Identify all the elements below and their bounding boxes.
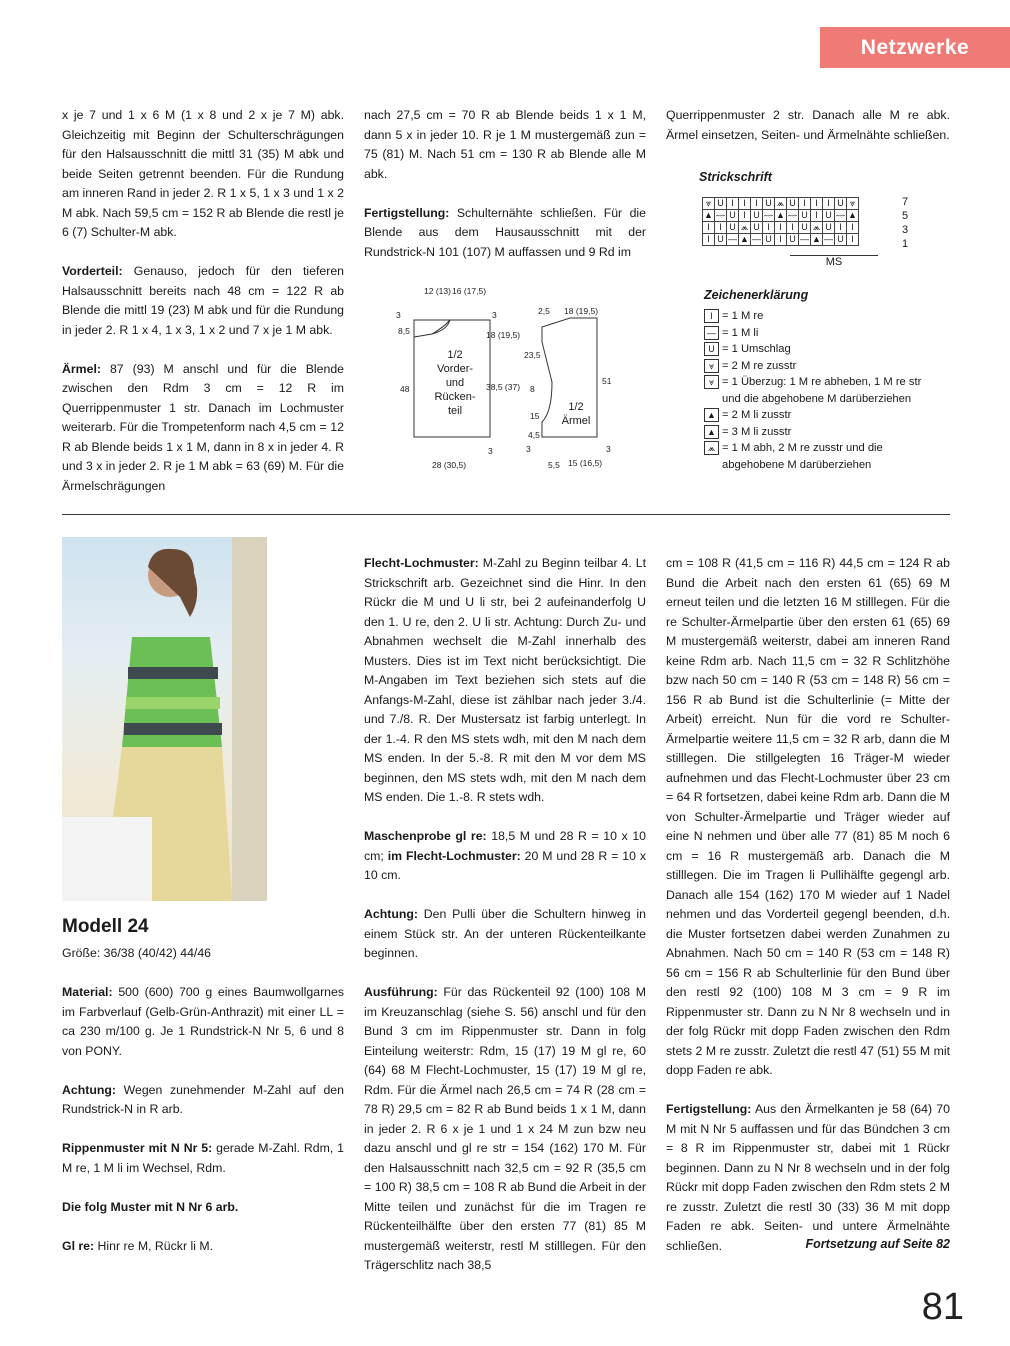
paragraph: Querrippenmuster 2 str. Danach alle M re abk. Ärmel einsetzen, Seiten- und Ärmelnähte schließen. [666, 108, 950, 142]
yarn-over-icon: U [704, 342, 719, 356]
dim-label: 3 [492, 310, 497, 320]
top-column-1 [62, 106, 344, 516]
dim-label: 18 (19,5) [486, 330, 521, 340]
model-photo [62, 537, 267, 901]
dim-label: 2,5 [538, 306, 550, 316]
dim-label: 38,5 (37) [486, 382, 521, 392]
paragraph: Ärmel: 87 (93) M anschl und für die Blende zwischen den Rdm 3 cm = 12 R im Querrippenmuster 1 str. Danach im Lochmuster weiterarb. Für die Trompetenform nach 4,5 cm = 12 R ab Blende beids 1 x 1 M, dann in 8 x in jeder 4. R und 3 x in jeder 2. R je 1 M abk = 63 (69) M. Für die Ärmelschrägungen [62, 361, 344, 493]
chart-row-number: 5 [902, 210, 909, 222]
skpo-icon: ⩔ [704, 375, 719, 389]
section-tab: Netzwerke [820, 27, 1010, 68]
dim-label: 3 [396, 310, 401, 320]
legend-item: I = 1 M re [704, 308, 922, 325]
paragraph: Achtung: Wegen zunehmender M-Zahl auf den Rundstrick-N in R arb. [62, 1082, 344, 1116]
bottom-column-1 [62, 944, 344, 1276]
dim-label: 12 (13) [424, 286, 451, 296]
top-column-3 [666, 106, 950, 165]
top-column-2 [364, 106, 646, 282]
dim-label: 8 [530, 384, 535, 394]
paragraph: cm = 108 R (41,5 cm = 116 R) 44,5 cm = 124 R ab Bund die Arbeit nach den ersten 61 (65) 69 M erneut teilen und die letzten 16 M stilllegen. Für die re Schulter-Ärmelpartie über den ersten 61 (65) 69 M mustergemäß weiterstr, dabei am inneren Rand keine Rdm arb. Nach 11,5 cm = 32 R Schlitzhöhe bzw nach 50 cm = 140 R (53 cm = 148 R) 56 cm = 156 R ab Bund ist die Schulterlinie (= Mitte der Arbeit) erreicht. Nun für die vord re Schulter-Ärmelpartie weitere 11,5 cm = 32 R arb, dann die M stilllegen. Die stillgelegten 16 Träger-M wieder aufnehmen und das Flecht-Lochmuster über 23 cm = 64 R fortsetzen, dabei keine Rdm arb. Dann die M von Schulter-Ärmelpartie und Träger wieder auf eine N nehmen und über alle 77 (81) 85 M noch 6 cm = 16 R mustergemäß arb. Danach die M stilllegen. Die im Tragen li Pullihälfte gegengl arb. Danach alle 154 (162) 170 M wieder auf 1 Nadel nehmen und das Vorderteil gegengl beenden, d.h. die Muster fortsetzen dabei werden Zunahmen zu Abnahmen. Nach 50 cm = 140 R (53 cm = 148 R) 56 cm = 156 R ab Schulterlinie für den Bund über den restl 92 (100) 108 M 3 cm = 9 R im Rippenmuster str. Dann zu N Nr 8 wechseln und in der folg Rückr mit dopp Faden zwischen den Rdm stets 2 M re zusstr. Zuletzt die restl 47 (51) 55 M mit dopp Faden re abk. [666, 556, 951, 1077]
legend-item: ⩕ = 1 M abh, 2 M re zusstr und die abgehobene M darüberziehen [704, 440, 922, 473]
p3tog-icon: ▲ [704, 425, 719, 439]
dim-label: 5,5 [548, 460, 560, 470]
legend [704, 308, 922, 473]
legend-title: Zeichenerklärung [704, 288, 809, 302]
legend-item: — = 1 M li [704, 325, 922, 342]
paragraph: Achtung: Den Pulli über die Schultern hinweg in einem Stück str. An der unteren Rückenteilkante beginnen. [364, 907, 646, 960]
dim-label: 16 (17,5) [452, 286, 487, 296]
dim-label: 51 [602, 376, 612, 386]
sk2po-icon: ⩕ [704, 441, 719, 455]
paragraph: Fertigstellung: Aus den Ärmelkanten je 58 (64) 70 M mit N Nr 5 auffassen und für das Bündchen 3 cm = 8 R im Rippenmuster str, dabei mit 1 Rückr beginnen. Dann zu N Nr 8 wechseln und in der folg Rückr mit dopp Faden zwischen den Rdm stets 2 M re zusstr. Zuletzt die restl 30 (33) 36 M mit dopp Faden re abk. Seiten- und untere Ärmelnähte schließen. [666, 1102, 950, 1253]
chart-row-number: 3 [902, 224, 909, 236]
paragraph: Material: 500 (600) 700 g eines Baumwollgarnes im Farbverlauf (Gelb-Grün-Anthrazit) mit einer LL = ca 230 m/100 g. Je 1 Rundstrick-N Nr 5, 6 und 8 von PONY. [62, 985, 344, 1058]
dim-label: 3 [526, 444, 531, 454]
paragraph: Fertigstellung: Schulternähte schließen. Für die Blende aus dem Hausausschnitt mit der Rundstrick-N 101 (107) M auffassen und 9 Rd im [364, 205, 646, 259]
paragraph: Die folg Muster mit N Nr 6 arb. [62, 1199, 239, 1214]
chart-title: Strickschrift [699, 170, 772, 184]
size-text: Größe: 36/38 (40/42) 44/46 [62, 946, 212, 960]
continued-note: Fortsetzung auf Seite 82 [805, 1237, 950, 1251]
legend-item: ⩔ = 2 M re zusstr [704, 358, 922, 375]
dim-label: 15 [530, 411, 540, 421]
bottom-column-3 [666, 554, 950, 1276]
purl-stitch-icon: — [704, 326, 719, 340]
stitch-chart: ⩔ U I I I U ⩕ U I I I U ⩔ ▲ — U I U — ▲ — U I U — ▲ I I U ⩕ U I I I U ⩕ U I I I U — ▲ — U I U — ▲ — U I [704, 198, 857, 244]
dim-label: 3 [488, 446, 493, 456]
dim-label: 3 [606, 444, 611, 454]
legend-item: ⩔ = 1 Überzug: 1 M re abheben, 1 M re str und die abgehobene M darüberziehen [704, 374, 922, 407]
dim-label: 18 (19,5) [564, 306, 599, 316]
knitting-schematic [392, 282, 632, 482]
legend-item: ▲ = 2 M li zusstr [704, 407, 922, 424]
paragraph: Rippenmuster mit N Nr 5: gerade M-Zahl. Rdm, 1 M re, 1 M li im Wechsel, Rdm. [62, 1141, 344, 1175]
paragraph: nach 27,5 cm = 70 R ab Blende beids 1 x 1 M, dann 5 x in jeder 10. R je 1 M mustergemäß zun = 75 (81) M. Nach 51 cm = 130 R ab Blende alle M abk. [364, 108, 646, 181]
k2tog-icon: ⩔ [704, 359, 719, 373]
dim-label: 48 [400, 384, 410, 394]
page-number: 81 [921, 1286, 964, 1328]
dim-label: 4,5 [528, 430, 540, 440]
paragraph: Flecht-Lochmuster: M-Zahl zu Beginn teilbar 4. Lt Strickschrift arb. Gezeichnet sind die Hinr. In den Rückr die M und U li str, bei 2 aufeinanderfolg U den 1. U re, den 2. U li str. Achtung: Durch Zu- und Abnahmen wechselt die M-Zahl innerhalb des Musters. Dies ist im Text nicht berücksichtigt. Die M-Angaben im Text beziehen sich stets auf die Anfangs-M-Zahl, diese ist zählbar nach jeder 3./4. und 7./8. R. Der Mustersatz ist farbig unterlegt. In der 1.-4. R den MS stets wdh, mit den M nach dem MS enden. In der 5.-8. R mit den M vor dem MS beginnen, den MS stets wdh, mit den M nach dem MS enden. Die 1.-8. R stets wdh. [364, 556, 646, 804]
pattern-repeat-marker: MS [790, 255, 878, 270]
knit-stitch-icon: I [704, 309, 719, 323]
chart-row-number: 1 [902, 238, 909, 250]
dim-label: 15 (16,5) [568, 458, 603, 468]
paragraph: Gl re: Hinr re M, Rückr li M. [62, 1238, 213, 1253]
sleeve-piece-label: 1/2 Ärmel [561, 401, 591, 427]
legend-item: ▲ = 3 M li zusstr [704, 424, 922, 441]
dim-label: 23,5 [524, 350, 541, 360]
section-divider [62, 514, 950, 515]
paragraph: Ausführung: Für das Rückenteil 92 (100) 108 M im Kreuzanschlag (siehe S. 56) anschl und für den Bund 3 cm im Rippenmuster str. Dann in folg Einteilung weiterstr: Rdm, 15 (17) 19 M gl re, 60 (64) 68 M Flecht-Lochmuster, 15 (17) 19 M gl re, Rdm. Für die Ärmel nach 26,5 cm = 74 R (28 cm = 78 R) 29,5 cm = 82 R ab Bund beids 1 x 1 M, dann in jeder 2. R 6 x je 1 und 1 x 24 M zun bzw neu dazu anschl und gl re str = 154 (162) 170 M. Für den Halsausschnitt nach 32,5 cm = 92 R (35,5 cm = 100 R) 38,5 cm = 108 R ab Bund die Arbeit in der Mitte teilen und zunächst für die im Tragen re Rückenteilhälfte über den ersten 77 (81) 85 M mustergemäß weiterstr, restl M stilllegen. Für den Trägerschlitz nach 38,5 [364, 985, 646, 1272]
legend-item: U = 1 Umschlag [704, 341, 922, 358]
paragraph: Vorderteil: Genauso, jedoch für den tieferen Halsausschnitt bereits nach 48 cm = 122 R ab Blende die mittl 19 (23) M abk und für die Rundung in jeder 2. R 1 x 4, 1 x 3, 1 x 2 und 7 x je 1 M abk. [62, 264, 344, 337]
chart-row-number: 7 [902, 196, 909, 208]
dim-label: 28 (30,5) [432, 460, 467, 470]
body-piece-label: 1/2 Vorder- und Rücken- teil [434, 349, 476, 417]
paragraph: x je 7 und 1 x 6 M (1 x 8 und 2 x je 7 M) abk. Gleichzeitig mit Beginn der Schulterschrägungen für den Halsausschnitt die mittl 31 (35) M abk und beide Seiten getrennt beenden. Für die Rundung am inneren Rand in jeder 2. R 1 x 5, 1 x 3 und 1 x 2 M abk. Nach 59,5 cm = 152 R ab Blende die restl je 6 (7) Schulter-M abk. [62, 108, 344, 239]
dim-label: 8,5 [398, 326, 410, 336]
p2tog-icon: ▲ [704, 408, 719, 422]
model-title: Modell 24 [62, 916, 149, 937]
bottom-column-2 [364, 554, 646, 1295]
paragraph: Maschenprobe gl re: 18,5 M und 28 R = 10 x 10 cm; im Flecht-Lochmuster: 20 M und 28 R = 10 x 10 cm. [364, 829, 647, 882]
